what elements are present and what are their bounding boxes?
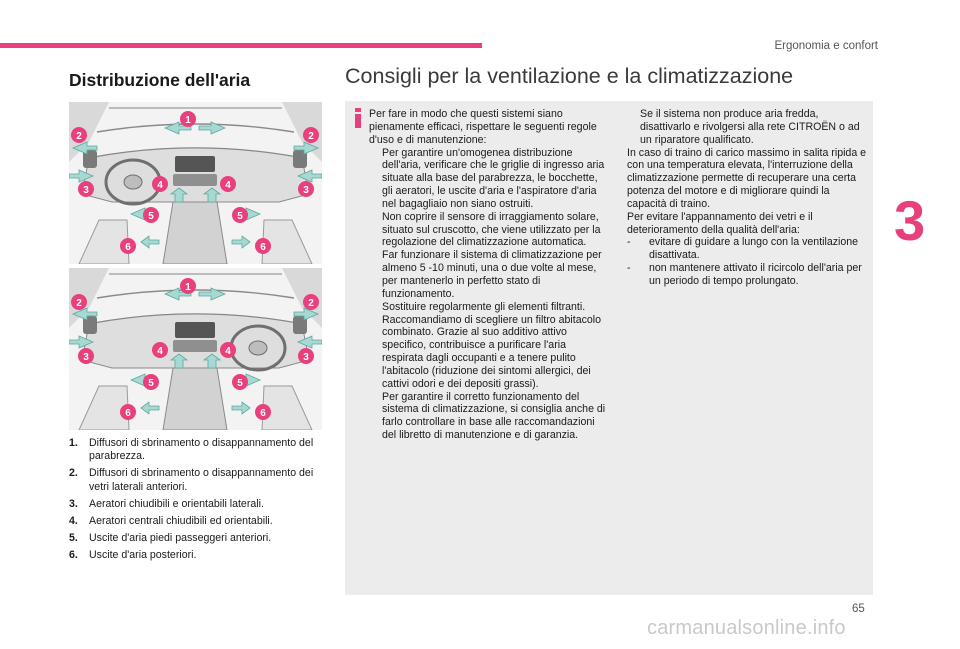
advice-info-box xyxy=(345,101,873,595)
svg-text:3: 3 xyxy=(303,185,309,196)
intro-paragraph: Per fare in modo che questi sistemi siano pienamente efficaci, rispettare le seguenti regole d'uso e di manutenzione: xyxy=(369,108,597,146)
svg-text:1: 1 xyxy=(185,115,191,126)
svg-text:6: 6 xyxy=(260,242,266,253)
section-title: Ergonomia e confort xyxy=(774,40,878,52)
svg-text:6: 6 xyxy=(125,242,131,253)
svg-text:6: 6 xyxy=(125,408,131,419)
svg-text:4: 4 xyxy=(225,346,231,357)
legend-item: 2. Diffusori di sbrinamento o disappannamento dei vetri laterali anteriori. xyxy=(69,467,314,493)
svg-text:2: 2 xyxy=(76,298,82,309)
legend-item: 6. Uscite d'aria posteriori. xyxy=(69,549,197,562)
svg-text:2: 2 xyxy=(308,131,314,142)
advice-bullet: Se il sistema non produce aria fredda, disattivarlo e rivolgersi alla rete CITROËN o ad un riparatore qualificato. xyxy=(640,108,860,146)
svg-text:5: 5 xyxy=(148,211,154,222)
ventilation-advice-title: Consigli per la ventilazione e la climatizzazione xyxy=(345,64,794,88)
svg-text:5: 5 xyxy=(148,378,154,389)
svg-text:5: 5 xyxy=(237,211,243,222)
advice-bullet: Far funzionare il sistema di climatizzazione per almeno 5 -10 minuti, una o due volte al mese, per mantenerlo in perfetto stato di funzionamento. xyxy=(382,249,602,300)
accent-bar xyxy=(0,43,482,48)
svg-text:4: 4 xyxy=(225,180,231,191)
svg-text:6: 6 xyxy=(260,408,266,419)
svg-text:4: 4 xyxy=(157,346,163,357)
svg-text:2: 2 xyxy=(76,131,82,142)
towing-paragraph: In caso di traino di carico massimo in salita ripida e con una temperatura elevata, l'interruzione della climatizzazione permette di recuperare una certa potenza del motore e di migliorare quindi la capacità di traino. xyxy=(627,146,867,210)
advice-bullet: Sostituire regolarmente gli elementi filtranti. Raccomandiamo di scegliere un filtro abitacolo combinato. Grazie al suo additivo attivo specifico, contribuisce a purificare l'aria respirata dagli occupanti e a tenere pulito l'abitacolo (riduzione dei sintomi allergici, dei cattivi odori e dei depositi grassi). xyxy=(382,300,602,390)
page-number: 65 xyxy=(852,603,865,615)
legend-item: 3. Aeratori chiudibili e orientabili laterali. xyxy=(69,497,264,510)
dashboard-diagram-lhd xyxy=(69,102,322,264)
air-distribution-title: Distribuzione dell'aria xyxy=(69,70,251,90)
dash-item: - non mantenere attivato il ricircolo dell'aria per un periodo di tempo prolungato. xyxy=(627,262,862,287)
dash-item: - evitare di guidare a lungo con la ventilazione disattivata. xyxy=(627,236,859,262)
svg-text:3: 3 xyxy=(303,352,309,363)
svg-text:4: 4 xyxy=(157,180,163,191)
legend-item: 1. Diffusori di sbrinamento o disappannamento del parabrezza. xyxy=(69,437,314,463)
svg-text:3: 3 xyxy=(83,352,89,363)
legend-item: 4. Aeratori centrali chiudibili ed orientabili. xyxy=(69,515,273,528)
watermark: carmanualsonline.info xyxy=(647,617,846,639)
chapter-number: 3 xyxy=(894,189,926,252)
fogging-intro: Per evitare l'appannamento dei vetri e il deterioramento della qualità dell'aria: xyxy=(627,210,813,236)
air-outlet-legend xyxy=(69,437,329,567)
info-icon xyxy=(355,108,361,128)
advice-bullet: Per garantire un'omogenea distribuzione dell'aria, verificare che le griglie di ingresso aria situate alla base del parabrezza, le bocchette, gli aeratori, le uscite d'aria e l'aspiratore d'aria nel bagagliaio non siano ostruiti. xyxy=(382,146,605,210)
svg-text:1: 1 xyxy=(185,282,191,293)
dashboard-diagram-rhd xyxy=(69,268,322,430)
svg-text:3: 3 xyxy=(83,185,89,196)
advice-column-2 xyxy=(627,108,871,288)
legend-item: 5. Uscite d'aria piedi passeggeri anteriori. xyxy=(69,532,272,545)
advice-bullet: Non coprire il sensore di irraggiamento solare, situato sul cruscotto, che viene utilizzato per la regolazione del climatizzazione automatica. xyxy=(382,210,601,249)
svg-text:5: 5 xyxy=(237,378,243,389)
svg-text:2: 2 xyxy=(308,298,314,309)
advice-bullet: Per garantire il corretto funzionamento del sistema di climatizzazione, si consiglia anche di farlo controllare in base alle raccomandazioni del libretto di manutenzione e di garanzia. xyxy=(382,390,606,442)
advice-column-1 xyxy=(369,108,609,442)
